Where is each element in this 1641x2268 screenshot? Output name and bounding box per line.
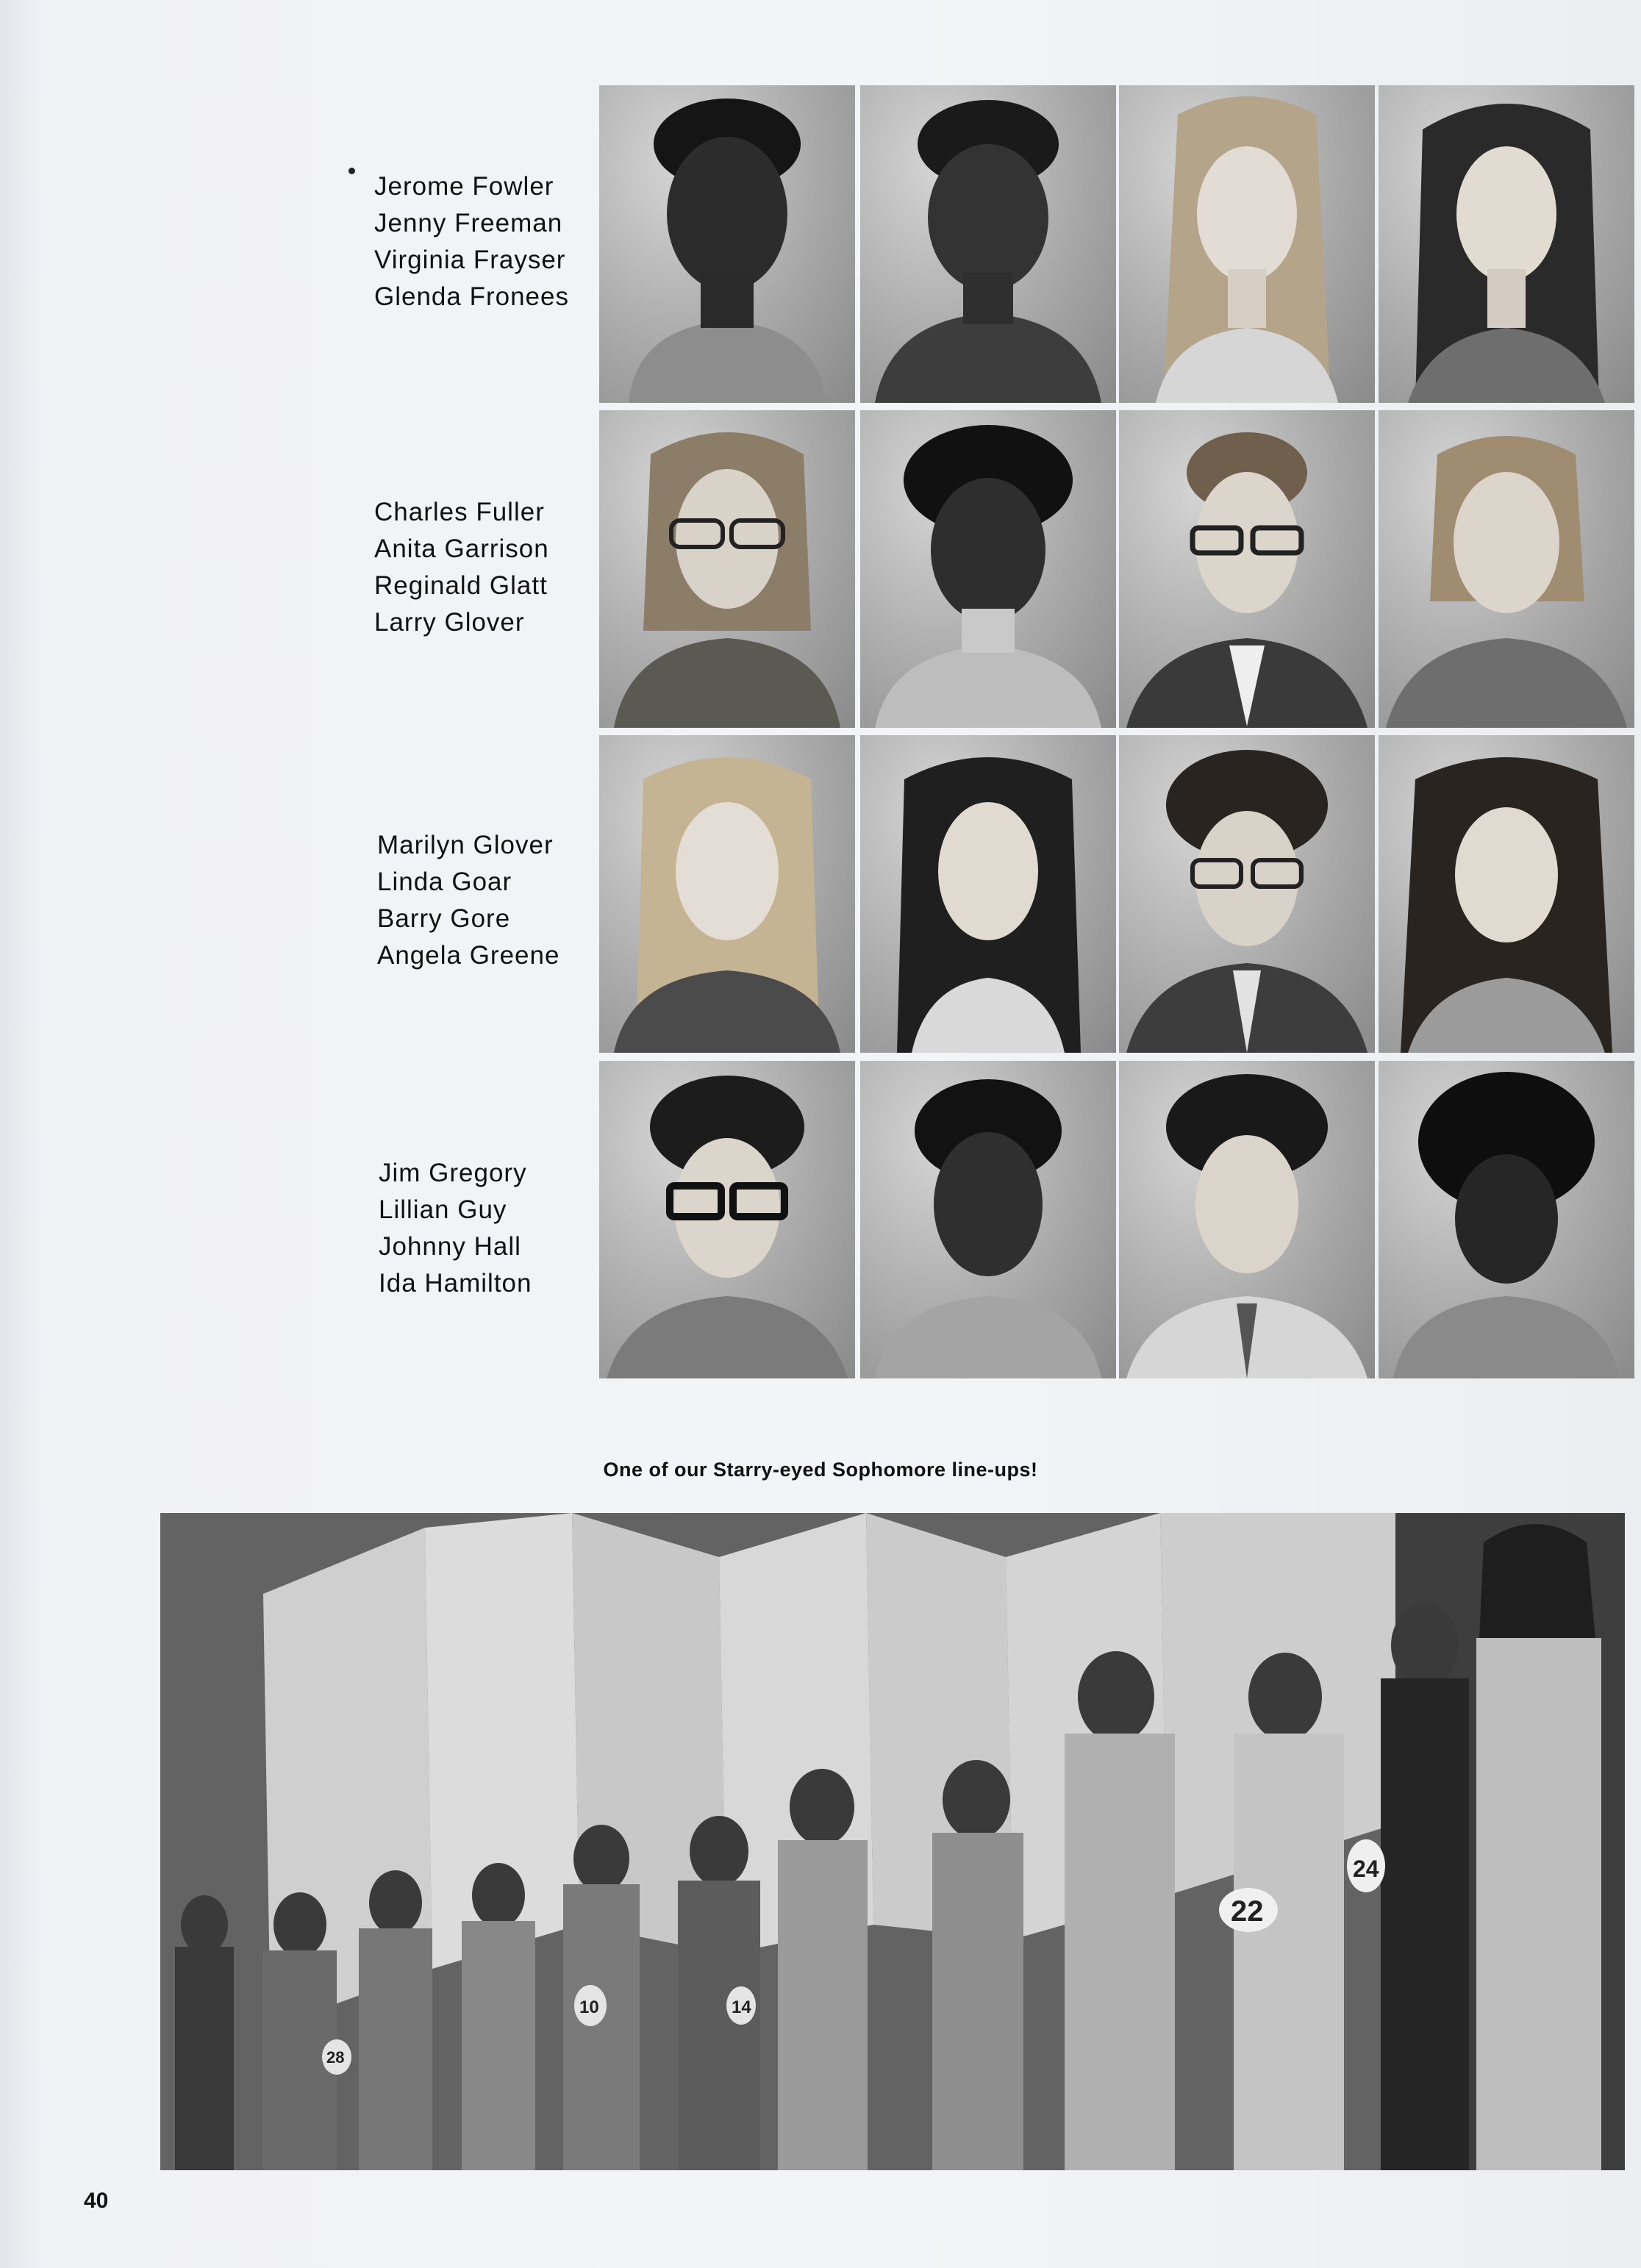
portrait-photo bbox=[1119, 85, 1375, 403]
portrait-photo bbox=[1379, 1061, 1634, 1378]
bullet-mark bbox=[348, 168, 355, 174]
contestant-number: 10 bbox=[579, 1997, 599, 2017]
student-name: Linda Goar bbox=[377, 868, 512, 896]
portrait-photo bbox=[1379, 85, 1634, 403]
student-name: Lillian Guy bbox=[379, 1195, 507, 1224]
student-name: Angela Greene bbox=[377, 941, 560, 970]
portrait-photo bbox=[1119, 735, 1375, 1053]
portrait-photo bbox=[860, 1061, 1116, 1378]
portrait-photo bbox=[860, 410, 1116, 728]
student-name: Larry Glover bbox=[374, 608, 525, 637]
contestant-number: 28 bbox=[326, 2048, 345, 2067]
portrait-photo bbox=[599, 410, 855, 728]
student-name: Reginald Glatt bbox=[374, 571, 548, 600]
student-name: Charles Fuller bbox=[374, 498, 545, 526]
portrait-photo bbox=[1379, 735, 1634, 1053]
portrait-photo bbox=[1119, 1061, 1375, 1378]
portrait-photo bbox=[1119, 410, 1375, 728]
portrait-photo bbox=[599, 735, 855, 1053]
photo-caption: One of our Starry-eyed Sophomore line-ups! bbox=[603, 1459, 1038, 1481]
student-name: Anita Garrison bbox=[374, 534, 549, 563]
student-name: Johnny Hall bbox=[379, 1232, 521, 1261]
name-list-row-1 bbox=[374, 168, 569, 315]
student-name: Glenda Fronees bbox=[374, 282, 569, 311]
student-name: Ida Hamilton bbox=[379, 1269, 532, 1298]
student-name: Jim Gregory bbox=[379, 1159, 527, 1187]
contestant-number: 24 bbox=[1353, 1856, 1379, 1882]
portrait-photo bbox=[599, 85, 855, 403]
name-list-row-3 bbox=[377, 827, 559, 974]
student-name: Jerome Fowler bbox=[374, 172, 554, 201]
student-name: Jenny Freeman bbox=[374, 209, 563, 237]
portrait-photo bbox=[860, 85, 1116, 403]
page-number: 40 bbox=[84, 2189, 109, 2213]
group-photo bbox=[160, 1513, 1625, 2170]
student-name: Barry Gore bbox=[377, 904, 511, 933]
contestant-number: 22 bbox=[1231, 1895, 1264, 1928]
portrait-photo bbox=[1379, 410, 1634, 728]
portrait-photo bbox=[860, 735, 1116, 1053]
name-list-row-4 bbox=[379, 1155, 532, 1302]
portrait-photo bbox=[599, 1061, 855, 1378]
student-name: Virginia Frayser bbox=[374, 246, 566, 274]
student-name: Marilyn Glover bbox=[377, 831, 554, 859]
contestant-number: 14 bbox=[732, 1997, 751, 2017]
name-list-row-2 bbox=[374, 494, 549, 641]
